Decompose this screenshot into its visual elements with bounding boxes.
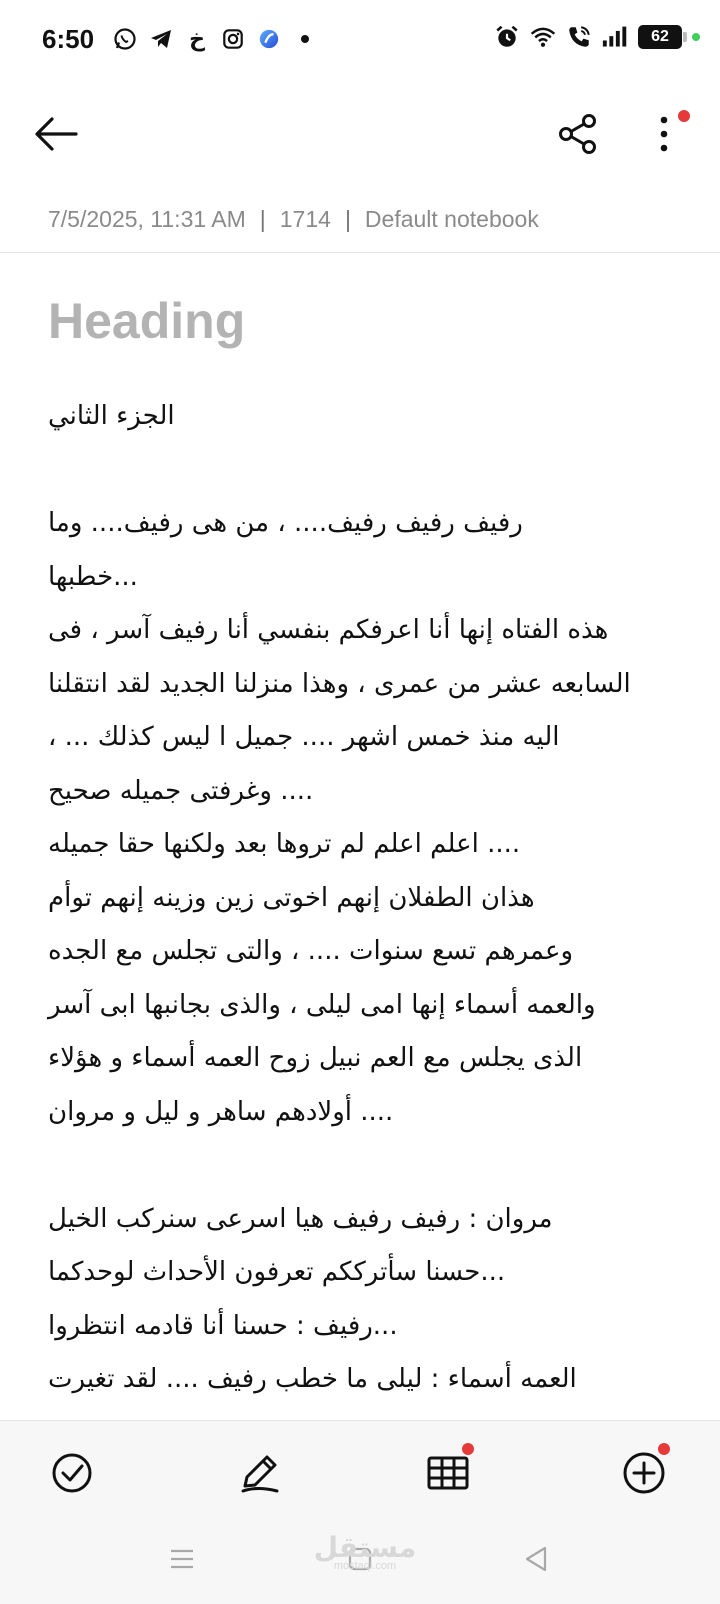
system-icons bbox=[494, 24, 700, 50]
note-line: ...حسنا سأترككم تعرفون الأحداث لوحدكما bbox=[48, 1257, 506, 1287]
note-line bbox=[48, 444, 676, 498]
note-line: وعمرهم تسع سنوات .... ، والتى تجلس مع الجده bbox=[48, 936, 574, 966]
back-nav-icon bbox=[521, 1544, 551, 1574]
meta-separator: | bbox=[259, 206, 266, 232]
note-line: رفيف رفيف رفيف.... ، من هى رفيف.... وما bbox=[48, 508, 523, 538]
note-line: العمه أسماء : ليلى ما خطب رفيف .... لقد تغيرت bbox=[48, 1364, 577, 1394]
add-icon bbox=[621, 1450, 667, 1496]
note-body-editor[interactable] bbox=[48, 390, 676, 1407]
note-line: الذى يجلس مع العم نبيل زوح العمه أسماء و هؤلاء bbox=[48, 1043, 583, 1073]
pen-icon bbox=[237, 1450, 283, 1496]
arrow-left-icon bbox=[32, 110, 80, 158]
arabic-letter-icon: خ bbox=[189, 26, 205, 51]
recent-apps-icon bbox=[167, 1544, 197, 1574]
note-meta bbox=[48, 206, 539, 233]
handwriting-button[interactable] bbox=[234, 1447, 286, 1499]
watermark bbox=[310, 1531, 420, 1572]
battery-level: 62 bbox=[651, 28, 669, 45]
note-line: الجزء الثاني bbox=[48, 401, 175, 431]
note-line: اليه منذ خمس اشهر .... جميل ا ليس كذلك ... ، bbox=[48, 722, 560, 752]
note-line: السابعه عشر من عمرى ، وهذا منزلنا الجديد لقد انتقلنا bbox=[48, 668, 631, 699]
note-line: هذان الطفلان إنهم اخوتى زين وزينه إنهم توأم bbox=[48, 882, 535, 913]
bottom-toolbar bbox=[0, 1420, 720, 1604]
more-options-badge bbox=[678, 110, 690, 122]
dot-icon bbox=[292, 26, 318, 52]
note-character-count: 1714 bbox=[279, 206, 331, 232]
more-vertical-icon bbox=[654, 112, 674, 156]
table-icon bbox=[425, 1450, 471, 1496]
note-line bbox=[48, 1139, 676, 1193]
notification-icons bbox=[112, 26, 318, 52]
add-button-badge bbox=[658, 1443, 670, 1455]
note-line: .... أولادهم ساهر و ليل و مروان bbox=[48, 1096, 394, 1127]
note-line: مروان : رفيف رفيف هيا اسرعى سنركب الخيل bbox=[48, 1203, 553, 1234]
instagram-icon bbox=[220, 26, 246, 52]
share-icon bbox=[556, 112, 600, 156]
back-button[interactable] bbox=[30, 108, 82, 160]
share-button[interactable] bbox=[552, 108, 604, 160]
note-line: .... اعلم اعلم لم تروها بعد ولكنها حقا جميله bbox=[48, 829, 521, 859]
note-line: ...رفيف : حسنا أنا قادمه انتظروا bbox=[48, 1310, 398, 1341]
watermark-subtext: mostaql.com bbox=[333, 1560, 397, 1572]
alarm-icon bbox=[494, 24, 520, 50]
telegram-icon bbox=[148, 26, 174, 52]
note-date: 7/5/2025, 11:31 AM bbox=[48, 206, 246, 232]
note-line: ...خطبها bbox=[48, 561, 138, 592]
note-line: هذه الفتاه إنها أنا اعرفكم بنفسي أنا رفيف آسر ، فى bbox=[48, 615, 609, 645]
wifi-icon bbox=[530, 24, 556, 50]
recent-apps-button[interactable] bbox=[162, 1539, 202, 1579]
privacy-indicator bbox=[692, 33, 700, 41]
nav-back-button[interactable] bbox=[516, 1539, 556, 1579]
checklist-button[interactable] bbox=[46, 1447, 98, 1499]
watermark-text: مستقل bbox=[313, 1532, 417, 1563]
status-bar bbox=[0, 0, 720, 84]
app-icon bbox=[256, 26, 282, 52]
call-icon bbox=[566, 24, 592, 50]
note-line: .... وغرفتى جميله صحيح bbox=[48, 775, 314, 806]
meta-separator: | bbox=[344, 206, 351, 232]
table-button-badge bbox=[462, 1443, 474, 1455]
checkbox-icon bbox=[50, 1451, 94, 1495]
status-time: 6:50 bbox=[42, 24, 95, 54]
whatsapp-icon bbox=[112, 26, 138, 52]
signal-icon bbox=[602, 24, 628, 50]
divider bbox=[0, 252, 720, 253]
battery-icon bbox=[638, 25, 682, 49]
notebook-selector[interactable]: Default notebook bbox=[364, 206, 539, 232]
note-line: والعمه أسماء إنها امى ليلى ، والذى بجانبها ابى آسر bbox=[48, 989, 596, 1020]
note-heading[interactable]: Heading bbox=[48, 293, 246, 349]
